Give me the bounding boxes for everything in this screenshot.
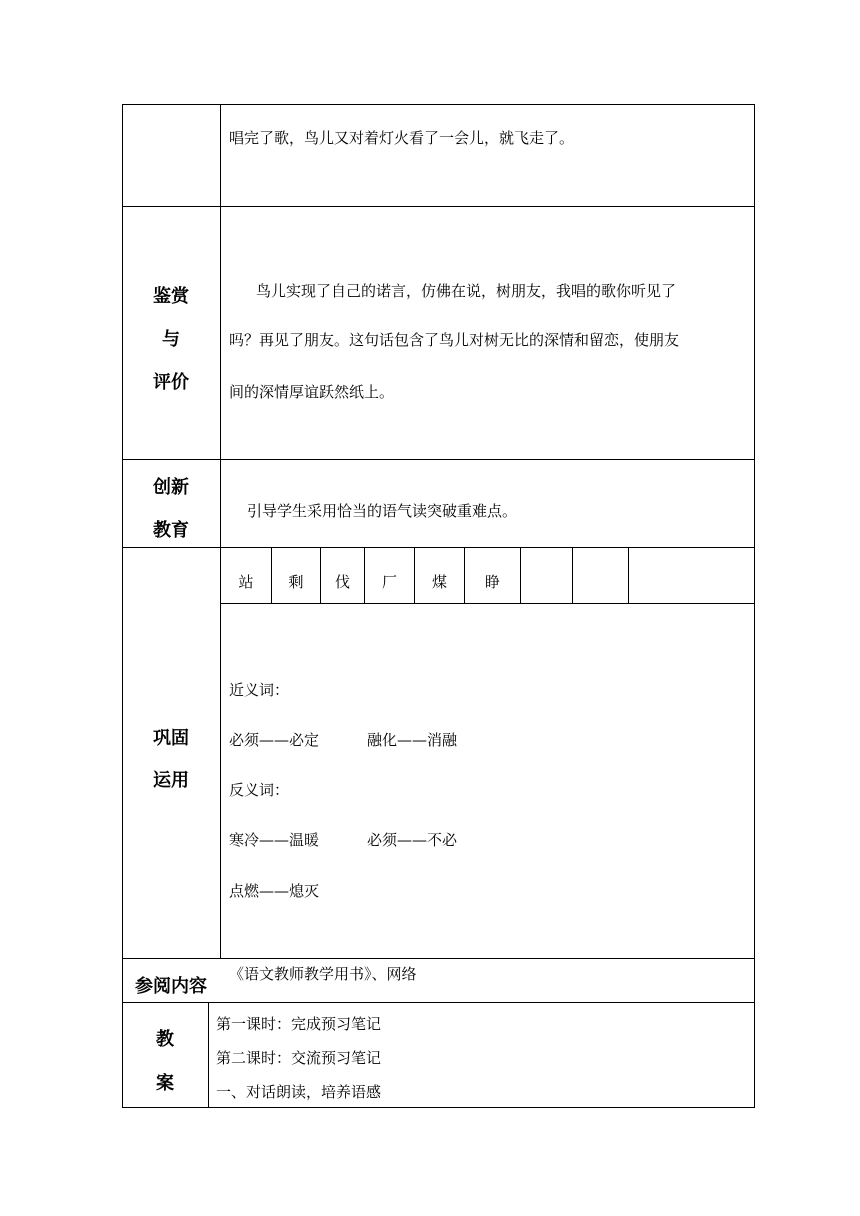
antonyms-title: 反义词：: [229, 781, 290, 799]
consolidation-label-line: 运用: [153, 770, 189, 791]
antonym-pair: 寒冷——温暖: [229, 831, 320, 849]
char-cell: 厂: [381, 573, 397, 591]
synonym-pair: 必须——必定: [229, 731, 320, 749]
table-rule-row3: [122, 547, 755, 548]
char-cell: 剩: [288, 573, 304, 591]
antonym-pair: 点燃——熄灭: [229, 882, 320, 900]
table-rule-right: [754, 104, 755, 1108]
synonyms-title: 近义词：: [229, 681, 290, 699]
consolidation-label-line: 巩固: [153, 728, 189, 749]
appreciation-content-line: 鸟儿实现了自己的诺言，仿佛在说，树朋友，我唱的歌你听见了: [256, 282, 677, 300]
innovation-content: 引导学生采用恰当的语气读突破重难点。: [247, 502, 518, 520]
reference-label: 参阅内容: [135, 976, 207, 997]
table-rule-row1: [122, 206, 755, 207]
appreciation-label-line: 鉴赏: [153, 286, 189, 307]
table-rule-bottom: [122, 1107, 755, 1108]
table-rule-row2: [122, 459, 755, 460]
appreciation-content-line: 间的深情厚谊跃然纸上。: [229, 383, 395, 401]
char-grid-divider: [628, 547, 629, 604]
appreciation-content-line: 吗？再见了朋友。这句话包含了鸟儿对树无比的深情和留恋，使朋友: [229, 331, 680, 349]
appreciation-label-line: 评价: [153, 372, 189, 393]
lesson-plan-label-line: 案: [156, 1073, 174, 1094]
appreciation-label-line: 与: [162, 329, 180, 350]
table-rule-row5: [122, 1002, 755, 1003]
char-grid-divider: [572, 547, 573, 604]
lesson-plan-line: 第二课时：交流预习笔记: [216, 1049, 382, 1067]
label-column-rule: [220, 104, 221, 959]
innovation-label-line: 创新: [153, 477, 189, 498]
lesson-plan-line: 一、对话朗读，培养语感: [216, 1083, 382, 1101]
lesson-label-rule: [208, 1002, 209, 1108]
row1-content: 唱完了歌，鸟儿又对着灯火看了一会儿，就飞走了。: [229, 129, 575, 147]
char-grid-rule: [221, 603, 755, 604]
synonym-pair: 融化——消融: [367, 731, 458, 749]
table-rule-top: [122, 104, 755, 105]
char-cell: 煤: [431, 573, 447, 591]
reference-content: 《语文教师教学用书》、网络: [229, 965, 417, 983]
table-rule-left: [122, 104, 123, 1108]
innovation-label-line: 教育: [153, 520, 189, 541]
lesson-plan-label-line: 教: [156, 1029, 174, 1050]
table-rule-row4: [122, 958, 755, 959]
char-cell: 站: [238, 573, 254, 591]
antonym-pair: 必须——不必: [367, 831, 458, 849]
char-cell: 睁: [484, 573, 500, 591]
char-cell: 伐: [334, 573, 350, 591]
char-grid-divider: [520, 547, 521, 604]
lesson-plan-line: 第一课时：完成预习笔记: [216, 1015, 382, 1033]
